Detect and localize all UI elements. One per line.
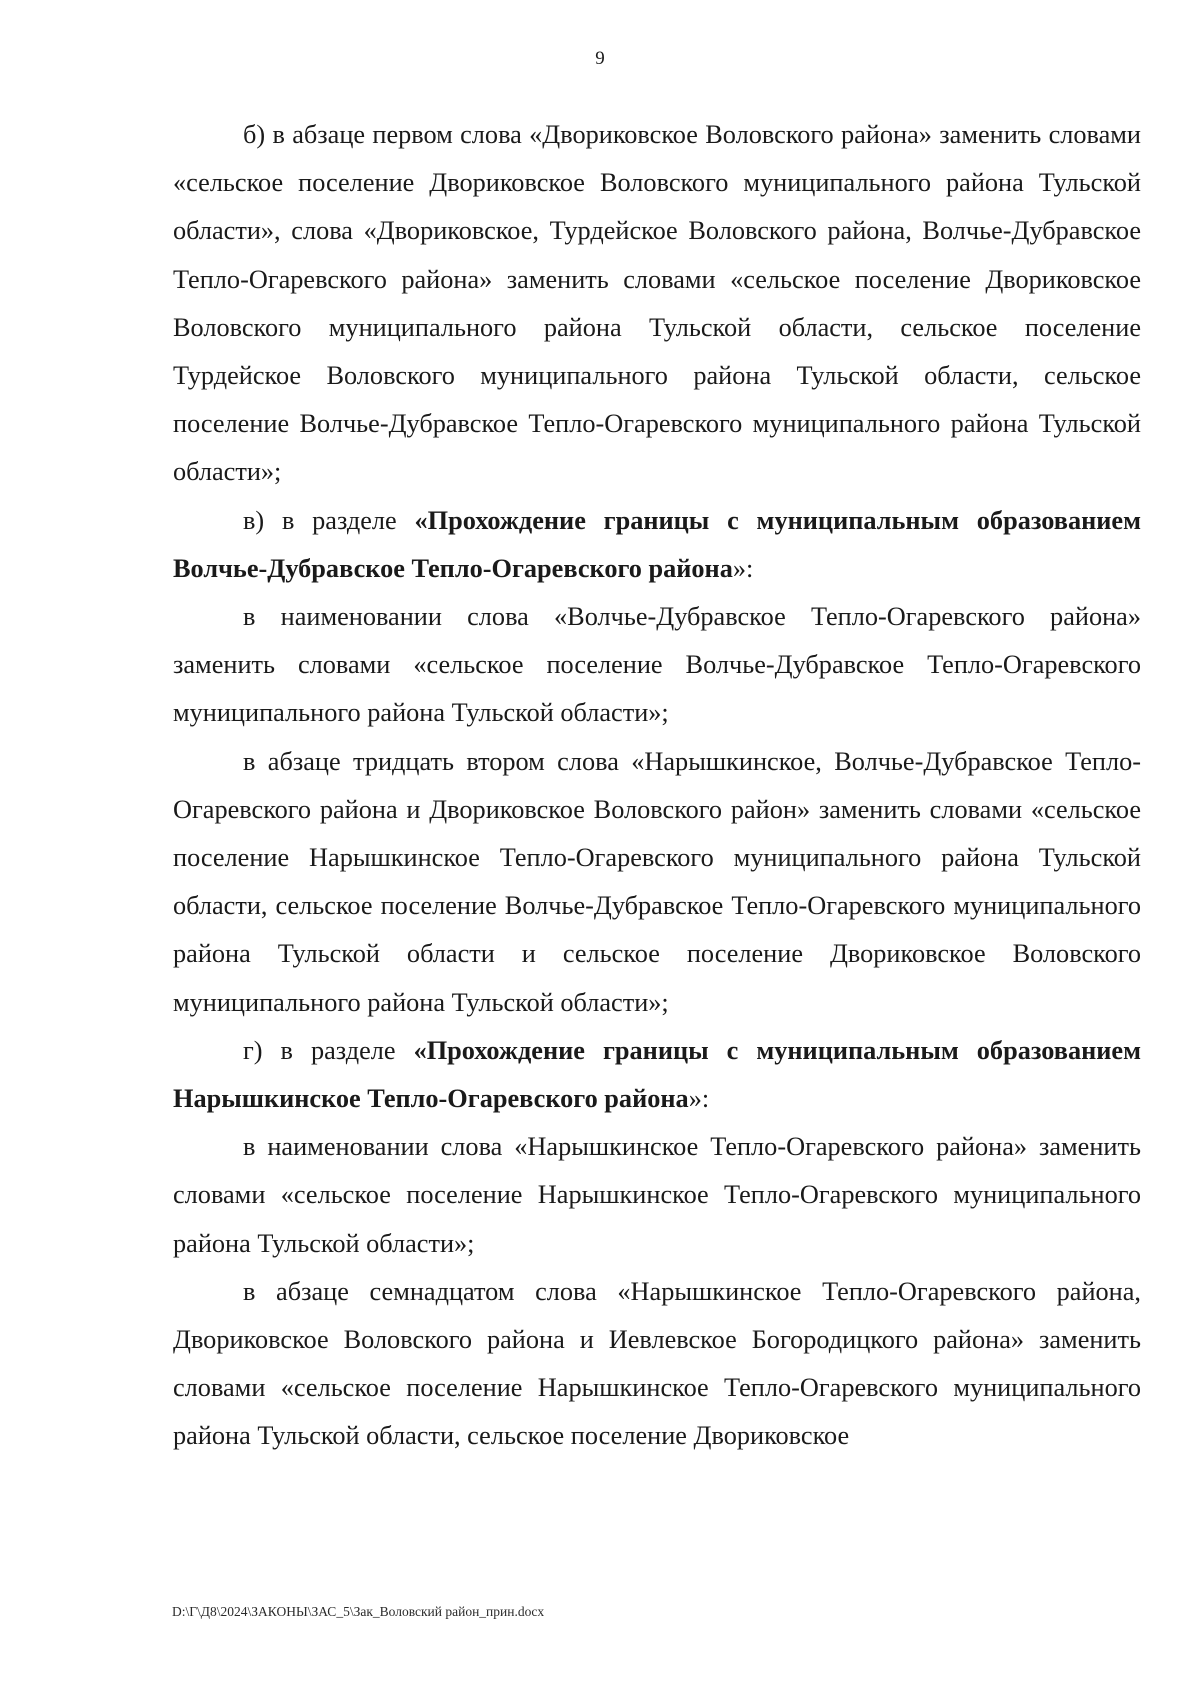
- paragraph-text: в наименовании слова «Нарышкинское Тепло-Огаревского района» заменить словами «сельское поселение Нарышкинское Тепло-Огаревского муниципального района Тульской области»;: [173, 1132, 1141, 1258]
- paragraph-text: »:: [688, 1084, 710, 1114]
- paragraph-text: г) в разделе: [243, 1035, 414, 1065]
- section-title-bold: «Прохождение границы с муниципальным образованием Волчье-Дубравское Тепло-Огаревского района: [173, 505, 1141, 583]
- footer-file-path: D:\Г\Д8\2024\ЗАКОНЫ\ЗАС_5\Зак_Воловский район_прин.docx: [172, 1604, 545, 1619]
- paragraph-text: в абзаце семнадцатом слова «Нарышкинское Тепло-Огаревского района, Двориковское Воловского района и Иевлевское Богородицкого района» заменить словами «сельское поселение Нарышкинское Тепло-Огаревского муниципального района Тульской области, сельское поселение Двориковское: [173, 1276, 1141, 1451]
- paragraph-v-abzac-32: [173, 738, 1141, 1027]
- document-body: [173, 111, 1141, 1461]
- section-title-bold: «Прохождение границы с муниципальным образованием Нарышкинское Тепло-Огаревского района: [173, 1035, 1142, 1114]
- paragraph-text: в наименовании слова «Волчье-Дубравское Тепло-Огаревского района» заменить словами «сельское поселение Волчье-Дубравское Тепло-Огаревского муниципального района Тульской области»;: [173, 602, 1141, 728]
- paragraph-b: [173, 111, 1141, 497]
- paragraph-text: в абзаце тридцать втором слова «Нарышкинское, Волчье-Дубравское Тепло-Огаревского района и Двориковское Воловского район» заменить словами «сельское поселение Нарышкинское Тепло-Огаревского муниципального района Тульской области, сельское поселение Волчье-Дубравское Тепло-Огаревского муниципального района Тульской области и сельское поселение Двориковское Воловского муниципального района Тульской области»;: [173, 746, 1141, 1017]
- paragraph-text: в) в разделе: [243, 505, 415, 535]
- paragraph-text: »:: [732, 553, 754, 583]
- paragraph-v-heading: [173, 497, 1141, 593]
- paragraph-g-naming: [173, 1123, 1141, 1268]
- paragraph-text: б) в абзаце первом слова «Двориковское Воловского района» заменить словами «сельское поселение Двориковское Воловского муниципального района Тульской области», слова «Двориковское, Турдейское Воловского района, Волчье-Дубравское Тепло-Огаревского района» заменить словами «сельское поселение Двориковское Воловского муниципального района Тульской области, сельское поселение Турдейское Воловского муниципального района Тульской области, сельское поселение Волчье-Дубравское Тепло-Огаревского муниципального района Тульской области»;: [173, 120, 1141, 487]
- page-number: 9: [595, 48, 605, 69]
- paragraph-v-naming: [173, 593, 1141, 738]
- paragraph-g-abzac-17: [173, 1268, 1141, 1461]
- paragraph-g-heading: [173, 1027, 1141, 1123]
